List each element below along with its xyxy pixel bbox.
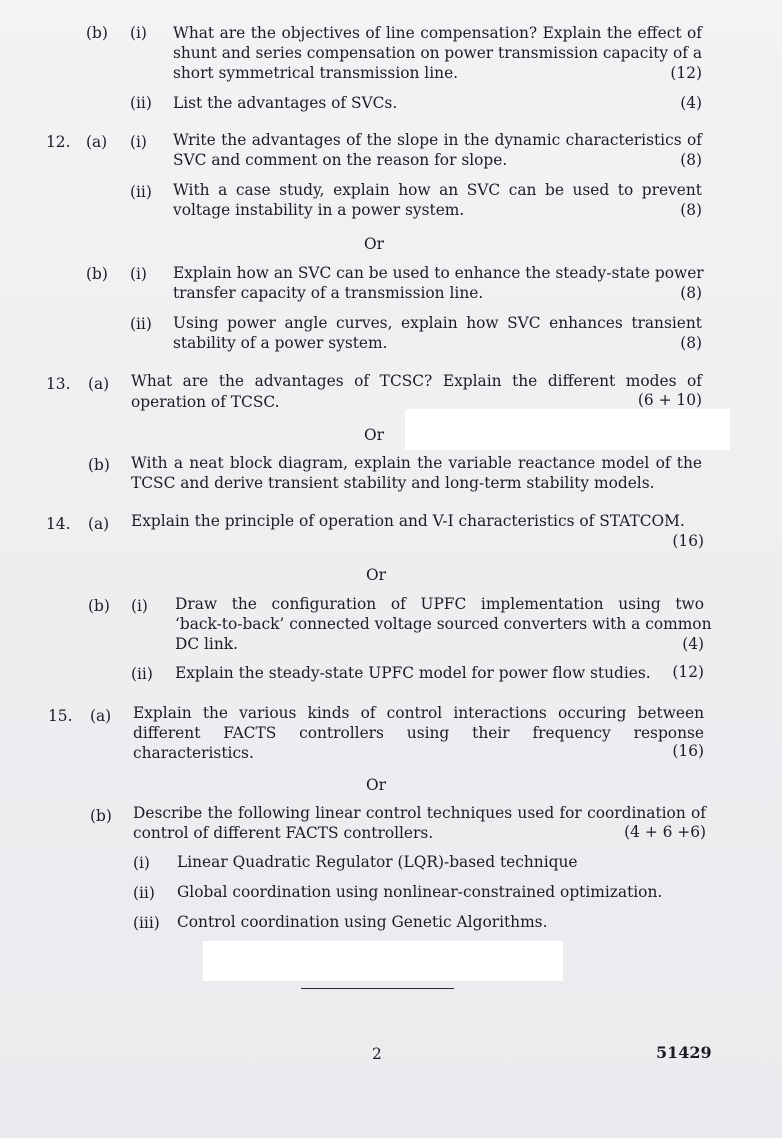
or-separator: Or bbox=[364, 235, 384, 253]
question-line: ‘back-to-back’ connected voltage sourced converters with a common bbox=[175, 615, 712, 633]
question-line: Write the advantages of the slope in the dynamic characteristics of bbox=[173, 131, 702, 149]
question-line: short symmetrical transmission line. bbox=[173, 64, 459, 82]
sub-label: (ii) bbox=[130, 315, 152, 333]
question-number: 15. bbox=[48, 707, 73, 725]
list-item-label: (i) bbox=[133, 854, 150, 872]
sub-label: (i) bbox=[131, 597, 148, 615]
question-line: control of different FACTS controllers. bbox=[133, 824, 434, 842]
question-number: 14. bbox=[46, 515, 71, 533]
question-line: different FACTS controllers using their frequency response bbox=[133, 724, 704, 742]
question-line: transfer capacity of a transmission line. bbox=[173, 284, 484, 302]
redaction-box bbox=[203, 941, 563, 981]
list-item: Global coordination using nonlinear-constrained optimization. bbox=[177, 883, 663, 901]
list-item: Linear Quadratic Regulator (LQR)-based technique bbox=[177, 853, 578, 871]
question-line: List the advantages of SVCs. bbox=[173, 94, 398, 112]
part-label: (a) bbox=[88, 515, 110, 533]
part-label: (b) bbox=[88, 597, 110, 615]
question-line: With a neat block diagram, explain the variable reactance model of the bbox=[131, 454, 702, 472]
question-number: 13. bbox=[46, 375, 71, 393]
list-item: Control coordination using Genetic Algorithms. bbox=[177, 913, 548, 931]
question-line: Explain the steady-state UPFC model for power flow studies. bbox=[175, 664, 651, 682]
or-separator: Or bbox=[366, 566, 386, 584]
question-line: What are the objectives of line compensation? Explain the effect of bbox=[173, 24, 702, 42]
question-number: 12. bbox=[46, 133, 71, 151]
marks: (8) bbox=[680, 151, 702, 169]
marks: (8) bbox=[680, 201, 702, 219]
list-item-label: (iii) bbox=[133, 914, 160, 932]
question-line: characteristics. bbox=[133, 744, 254, 762]
question-line: Using power angle curves, explain how SVC enhances transient bbox=[173, 314, 702, 332]
marks: (12) bbox=[672, 663, 704, 681]
question-line: What are the advantages of TCSC? Explain the different modes of bbox=[131, 372, 702, 390]
question-line: Draw the configuration of UPFC implementation using two bbox=[175, 595, 704, 613]
part-label: (b) bbox=[86, 24, 108, 42]
page-number: 2 bbox=[372, 1045, 382, 1063]
sub-label: (ii) bbox=[131, 665, 153, 683]
marks: (4 + 6 +6) bbox=[624, 823, 706, 841]
list-item-label: (ii) bbox=[133, 884, 155, 902]
question-line: Explain the various kinds of control interactions occuring between bbox=[133, 704, 704, 722]
marks: (16) bbox=[672, 532, 704, 550]
part-label: (b) bbox=[86, 265, 108, 283]
sub-label: (i) bbox=[130, 133, 147, 151]
part-label: (a) bbox=[86, 133, 108, 151]
end-rule bbox=[301, 988, 454, 989]
marks: (16) bbox=[672, 742, 704, 760]
question-line: Explain how an SVC can be used to enhance the steady-state power bbox=[173, 264, 704, 282]
question-line: stability of a power system. bbox=[173, 334, 388, 352]
sub-label: (i) bbox=[130, 265, 147, 283]
question-line: With a case study, explain how an SVC can be used to prevent bbox=[173, 181, 702, 199]
part-label: (b) bbox=[88, 456, 110, 474]
redaction-box bbox=[405, 409, 730, 450]
question-line: Describe the following linear control techniques used for coordination of bbox=[133, 804, 706, 822]
part-label: (b) bbox=[90, 807, 112, 825]
marks: (4) bbox=[680, 94, 702, 112]
marks: (12) bbox=[670, 64, 702, 82]
paper-code: 51429 bbox=[656, 1043, 712, 1062]
question-line: DC link. bbox=[175, 635, 238, 653]
marks: (8) bbox=[680, 284, 702, 302]
question-line: TCSC and derive transient stability and long-term stability models. bbox=[131, 474, 655, 492]
marks: (6 + 10) bbox=[637, 391, 702, 409]
sub-label: (ii) bbox=[130, 183, 152, 201]
question-line: shunt and series compensation on power transmission capacity of a bbox=[173, 44, 703, 62]
question-line: SVC and comment on the reason for slope. bbox=[173, 151, 508, 169]
part-label: (a) bbox=[90, 707, 112, 725]
part-label: (a) bbox=[88, 375, 110, 393]
sub-label: (i) bbox=[130, 24, 147, 42]
sub-label: (ii) bbox=[130, 94, 152, 112]
question-line: voltage instability in a power system. bbox=[173, 201, 465, 219]
marks: (8) bbox=[680, 334, 702, 352]
question-line: Explain the principle of operation and V-I characteristics of STATCOM. bbox=[131, 512, 685, 530]
marks: (4) bbox=[682, 635, 704, 653]
question-line: operation of TCSC. bbox=[131, 393, 280, 411]
or-separator: Or bbox=[364, 426, 384, 444]
or-separator: Or bbox=[366, 776, 386, 794]
